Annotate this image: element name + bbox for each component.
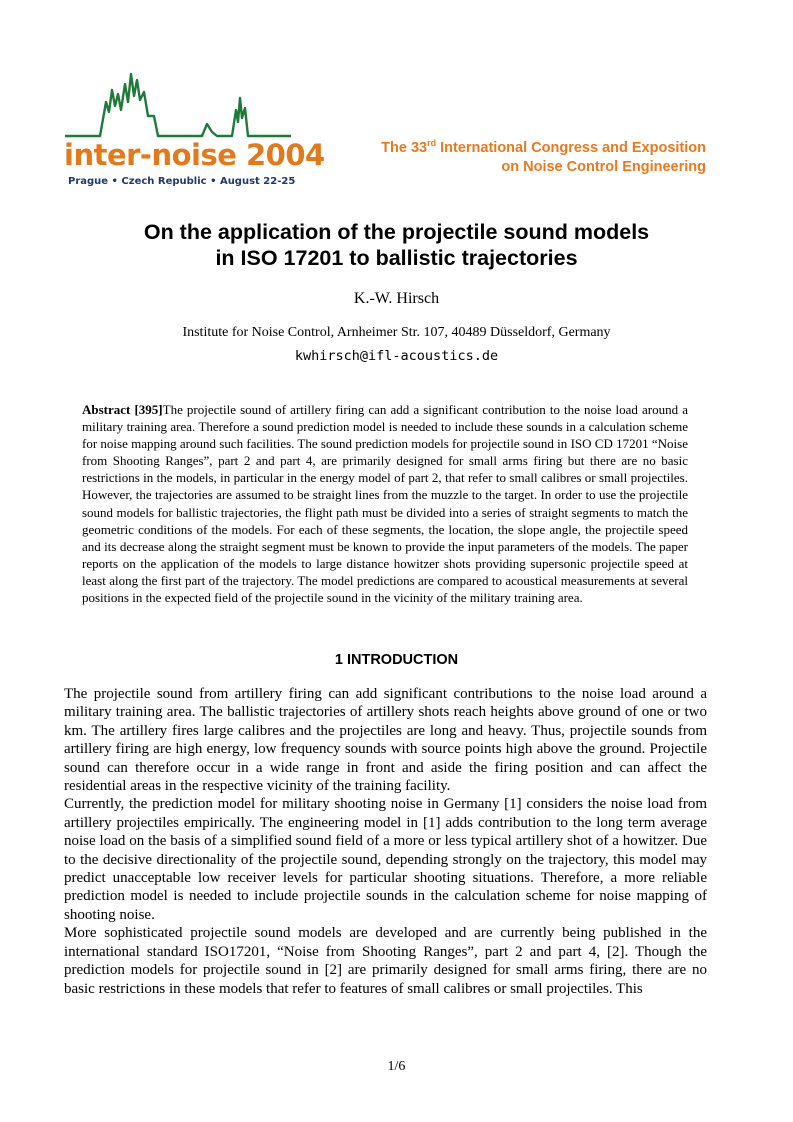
page-number: 1/6 bbox=[387, 1059, 406, 1074]
inter-noise-logo bbox=[62, 72, 325, 194]
conference-line-1: The 33rd International Congress and Exposition bbox=[381, 138, 706, 156]
abstract bbox=[82, 401, 688, 606]
author-email: kwhirsch@ifl-acoustics.de bbox=[294, 348, 499, 364]
logo-wordmark: inter-noise 2004 bbox=[64, 138, 325, 172]
abstract-text: The projectile sound of artillery firing can add a significant contribution to the noise load around a military training area. Therefore a sound prediction model is needed to include these sounds in a calculation scheme for noise mapping around such facilities. The sound prediction models for projectile sound in ISO CD 17201 “Noise from Shooting Ranges”, part 2 and part 4, are primarily designed for small arms firing but there are no basic restrictions in the models, in particular in the energy model of part 2, that refer to small calibres or small projectiles. However, the trajectories are assumed to be straight lines from the muzzle to the target. In order to use the projectile sound models for ballistic trajectories, the flight path must be divided into a series of straight segments to match the geometric conditions of the models. For each of these segments, the location, the slope angle, the projectile speed and its decrease along the straight segment must be known to provide the input parameters of the models. The paper reports on the application of the models to large distance howitzer shots providing supersonic projectile speed at least along the first part of the trajectory. The model predictions are compared to acoustical measurements at several positions in the expected field of the projectile sound in the vicinity of the military training area. bbox=[82, 402, 688, 606]
author-affiliation: Institute for Noise Control, Arnheimer Str. 107, 40489 Düsseldorf, Germany bbox=[182, 325, 611, 340]
paper-title bbox=[0, 219, 793, 271]
body-paragraph: Currently, the prediction model for military shooting noise in Germany [1] considers the noise load from artillery projectiles empirically. The engineering model in [1] adds contribution to the long term average noise load on the basis of a simplified sound field of a more or less typical artillery shot of a howitzer. Due to the decisive directionality of the projectile sound, depending strongly on the trajectory, this model may predict unacceptable low receiver levels for particular shooting situations. Therefore, a more reliable prediction model is needed to include projectile sounds in the calculation scheme for noise mapping of shooting noise. bbox=[64, 796, 707, 923]
abstract-label: Abstract [395] bbox=[82, 402, 163, 417]
author-name: K.-W. Hirsch bbox=[353, 290, 440, 307]
conference-line-2: on Noise Control Engineering bbox=[501, 159, 706, 175]
title-line-1: On the application of the projectile sound models bbox=[143, 220, 650, 244]
logo-tagline: Prague • Czech Republic • August 22-25 bbox=[68, 176, 296, 187]
body-paragraph: The projectile sound from artillery firing can add significant contributions to the noise load around a military training area. The ballistic trajectories of artillery shots reach heights above ground of one or two km. The artillery fires large calibres and the projectiles are long and heavy. Thus, projectile sounds from artillery firing are high energy, low frequency sounds with source points high above the ground. Projectile sound can therefore occur in a wide range in front and aside the firing position and can affect the residential areas in the respective vicinity of the training facility. bbox=[64, 686, 707, 795]
section-body bbox=[64, 685, 707, 998]
body-paragraph: More sophisticated projectile sound models are developed and are currently being published in the international standard ISO17201, “Noise from Shooting Ranges”, part 2 and part 4, [2]. Though the prediction models for projectile sound in [2] are primarily designed for small arms firing, there are no basic restrictions in these models that refer to features of small calibres or small projectiles. This bbox=[64, 925, 707, 997]
conference-header bbox=[381, 139, 706, 177]
title-line-2: in ISO 17201 to ballistic trajectories bbox=[215, 246, 578, 270]
section-heading: 1 INTRODUCTION bbox=[334, 652, 459, 668]
